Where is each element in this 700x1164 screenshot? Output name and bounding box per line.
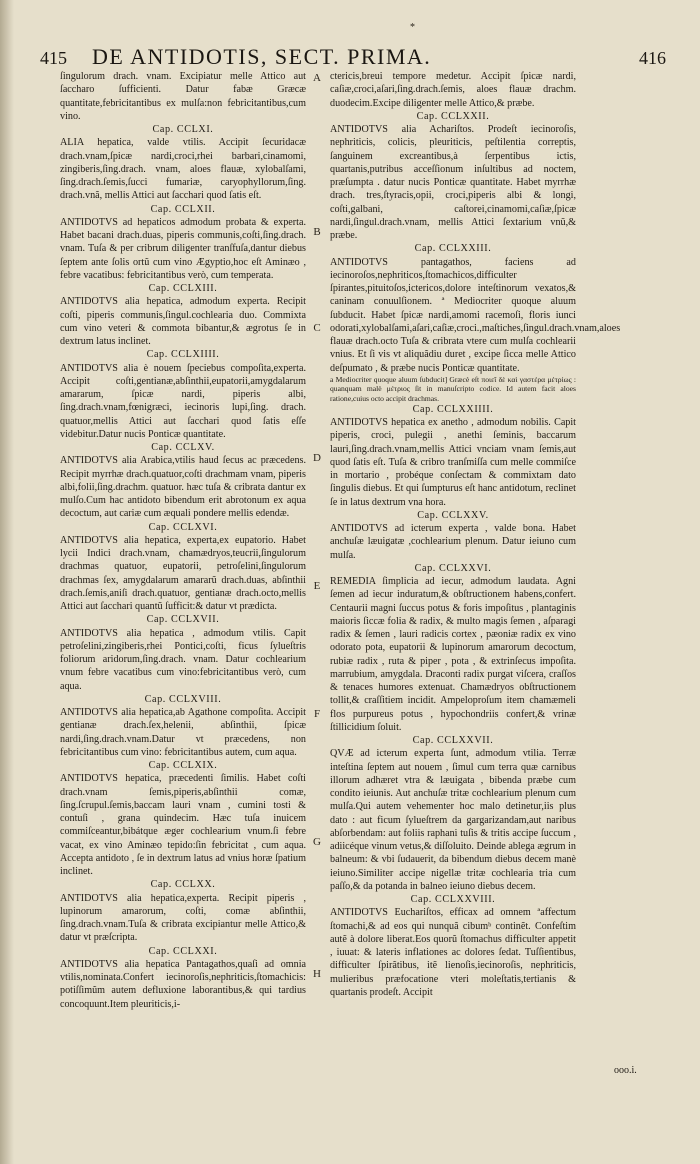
- page-number-left: 415: [40, 48, 67, 68]
- left-paragraph: ANTIDOTVS alia hepatica,experta. Recipit piperis , lupinorum amarorum, coſti, comæ abſinthii, ſing.drach.vnam.Tuſa & cribrata excipiantur melle Attico,& datur vt præſcripta.: [60, 892, 306, 944]
- margin-letter-c: C: [313, 322, 321, 334]
- right-footnote: a Mediocriter quoque aluum ſubducit] Græcè eſt ποιεῖ δὲ καὶ γαστέρα μέτρίως : quanquam malè μέτριος ſit in manuſcripto codice. Id autem facit aloes ratione,cuius octo accipit drachmas.: [330, 374, 576, 403]
- signature-mark: ooo.i.: [614, 1065, 637, 1076]
- margin-letter-e: E: [313, 580, 321, 592]
- right-paragraph: ctericis,breui tempore medetur. Accipit ſpicæ nardi, caſiæ,croci,aſari,ſing.drach.ſemis, aloes flauæ drachm. duodecim.Excipe diligenter melle Attico,& præbe.: [330, 71, 576, 109]
- margin-letter-h: H: [313, 968, 321, 980]
- right-chapter-heading: Cap. CCLXXVII.: [412, 735, 494, 747]
- right-chapter-heading: Cap. CCLXXVI.: [414, 562, 492, 574]
- left-chapter-heading: Cap. CCLXXI.: [148, 945, 218, 957]
- left-chapter-heading: Cap. CCLXIIII.: [146, 349, 220, 361]
- left-paragraph: ANTIDOTVS alia è nouem ſpeciebus compoſita,experta. Accipit coſti,gentianæ,abſinthii,eupatorii,amygdalarum amararum, ſpicæ nardi, piperis albi, ſing.drach.vnam,fœnigræci, iecinoris lupi,ſing. drach. quatuor,mellis Attici aut ſacchari quod ſatis eſſe videbitur.Datur nucis Ponticæ quantitate.: [60, 362, 306, 440]
- left-chapter-heading: Cap. CCLXV.: [151, 442, 215, 453]
- right-paragraph: REMEDIA ſimplicia ad iecur, admodum laudata. Agni ſemen ad iecur induratum,& obſtructionem habens,confert. Centaurii magni ſuccus potus & foris impoſitus , plantaginis maioris ſiccæ folia & radix, & multo magis ſemen , aſparagi radix & ſemen , lauri radicis cortex , pæoniæ radix ex vino odorato pota, eupatorii & lupinorum amarorum decoctum, rubiæ radix , ruta & piper , pota , & extrinſecus impoſita. marrubium, amygdala. Draconti radix purgat viſcera, craſſos & tenaces humores extenuat. Chamædryos obſtructionem tollit,& craſſitiem incidit. Ampeloproſum item chamæmeli flos purpureus potus , hypochondriis confert,& vrinæ ſtillicidium ſoluit.: [330, 576, 576, 733]
- left-chapter-heading: Cap. CCLXVI.: [148, 521, 218, 533]
- margin-letter-a: A: [313, 72, 321, 84]
- left-paragraph: ANTIDOTVS alia hepatica, admodum experta. Recipit coſti, piperis communis,ſingul.cochlearia duo. Commixta cum vino veteri & commota bibantur,& ægrotus ſe in dextrum latus inclinet.: [60, 296, 306, 347]
- right-paragraph: ANTIDOTVS Euchariſtos, efficax ad omnem ªaffectum ſtomachi,& ad eos qui nunquã cibumᵇ continẽt. Confeſtim autẽ à dolore liberat.Eos quorũ ſtomachus difficulter appetit , iuuat: & lateris inflationes ac dolores ſedat. Tuſſientibus, difficulter ſpirãtibus, itẽ lienoſis,iecinoroſis, nephriticis, mulieribus præfocatione vteri moleſtatis,tertianis & quartanis prodeſt. Accipit: [330, 907, 576, 998]
- page-number-right: 416: [639, 48, 666, 68]
- left-chapter-heading: Cap. CCLXIX.: [148, 760, 218, 771]
- right-paragraph: ANTIDOTVS ad icterum experta , valde bona. Habet anchuſæ læuigatæ ,cochlearium plenum. Datur ieiuno cum mulſa.: [330, 523, 576, 561]
- left-paragraph: ANTIDOTVS alia Arabica,vtilis haud ſecus ac præcedens. Recipit myrrhæ drach.quatuor,coſti drachmam vnam, piperis albi,folii,ſing.drachm. quatuor. hæc tuſa & cribrata dantur ex mulſo.Cum hac antidoto bibendum erit abrotonum ex aqua decoctum, aut cariæ cum æquali pondere mellis edendæ.: [60, 455, 306, 520]
- left-paragraph: ALIA hepatica, valde vtilis. Accipit ſecuridacæ drach.vnam,ſpicæ nardi,croci,rhei barbari,cinamomi, zingiberis,ſing.drach. vnam, aloes flauæ, xylobalſami, ſing.drach.ſemis,ſucci fumariæ, caryophyllorum,ſing. drach.vnã, mellis Attici aut ſacchari quod ſatis eſt.: [60, 137, 306, 202]
- running-head: [30, 44, 670, 70]
- page-title: DE ANTIDOTIS, SECT. PRIMA.: [92, 44, 432, 69]
- left-paragraph: ſingulorum drach. vnam. Excipiatur melle Attico aut ſaccharo ſufficienti. Datur fabæ Græcæ quantitate,febricitantibus ex mulſa:non febricitantibus,cum vino.: [60, 71, 306, 122]
- margin-letter-b: B: [313, 226, 321, 238]
- right-chapter-heading: Cap. CCLXXIIII.: [412, 403, 494, 415]
- left-paragraph: ANTIDOTVS hepatica, præcedenti ſimilis. Habet coſti drach.vnam ſemis,piperis,abſinthii comæ, ſing.ſcrupul.ſemis,baccam lauri vnam , cumini tosti & contuſi , grana quindecim. Hæc tuſa inuicem commiſceantur,bibátque æger cochlearium vnum.ſi febre vacat, ex vino Aminæo tepido:ſin febricitat , cum aqua. Accepta antidoto , ſe in dextrum latus ad vnius horæ ſpatium inclinet.: [60, 773, 306, 877]
- left-paragraph: ANTIDOTVS alia hepatica , admodum vtilis. Capit petroſelini,zingiberis,rhei Pontici,coſti, ficus ſylueſtris foliorum aridorum,ſing.drach. vnam. Datur cochlearium vnum febre vacatibus cum vino:febricitantibus verò, cum aqua.: [60, 627, 306, 692]
- left-chapter-heading: Cap. CCLXIII.: [148, 283, 218, 294]
- margin-letter-d: D: [313, 452, 321, 464]
- right-paragraph: ANTIDOTVS hepatica ex anetho , admodum nobilis. Capit piperis, croci, pulegii , anethi ſeminis, baccarum lauri,ſing.drach.vnam,mellis Attici vnciam vnam ſemis,aut quod ſatis eſt. Tuſa & cribro tranſmiſſa cum melle commiſce in mortario , probéque conſectam & commixtam dato ſingulis diebus. Et qui ſumpturus eſt hanc antidotum, reclinet ſe in latus dextrum vna hora.: [330, 417, 576, 508]
- right-column: [330, 70, 621, 1060]
- left-chapter-heading: Cap. CCLXVIII.: [144, 693, 222, 705]
- right-paragraph: ANTIDOTVS alia Achariſtos. Prodeſt iecinoroſis, nephriticis, colicis, pleuriticis, peſtilentia correptis, ſanguinem excreantibus,à ſerpentibus ictis, quartanis,putribus acceſſionum inſultibus ad noctem, præſumpta . datur nucis Ponticæ quantitate. Habet myrrhæ drach. tres,ſtyracis,opii, croci,piperis albi & longi, coſti,galbani, caſtorei,cinamomi,caſiæ,ſpicæ nardi,ſingul.drach.vnam, mellis Attici ſextarium vnũ,& præbe.: [330, 124, 576, 241]
- margin-letter-f: F: [313, 708, 321, 720]
- right-paragraph: QVÆ ad icterum experta ſunt, admodum vtilia. Terræ inteſtina ſeptem aut nouem , ſimul cum terra quæ carnibus illorum adhæret vtra & læuigata , bibenda præbe cum condito ieiunis. Aut anchuſæ tritæ cochlearium plenum cum mulſa.Qui autem vehementer hoc malo detinetur,iis plus dato : aut ficum ſylueſtrem da gargarizandam,aut naribus abſorbendam: aut foliis raphani tuſis & tritis accipe ſuccum , adiicéque vinum vetus,& diſſoluito. Deinde ablega ægrum in balneum: & vbi ſudauerit, da bibendum diebus decem manè ieiuno.Similiter accipe nigellæ tritæ cochlearia tria cum paſſo,& da potanda in balneo ieiuno diebus decem.: [330, 748, 576, 892]
- right-paragraph: ANTIDOTVS pantagathos, faciens ad iecinoroſos,nephriticos,ſtomachicos,difficulter ſpirantes,pituitoſos,ictericos,dolore inteſtinorum vexatos,& caninam conuulſionem. ª Mediocriter quoque aluum ſubducit. Habet ſpicæ nardi,amomi racemoſi, floris iunci odorati,xylobalſami,aſari,caſiæ,croci.,maſtiches,ſingul.drach.vnam,aloes flauæ drach.octo Tuſa & cribrata vtere cum mulſa cochlearii vnius. Et ſi vis vt aliquãdiu duret , excipe ſicca melle Attico deſpumato , & præbe nucis Ponticæ quantitate.: [330, 256, 621, 374]
- right-chapter-heading: Cap. CCLXXV.: [417, 509, 489, 521]
- margin-letter-g: G: [313, 836, 321, 848]
- right-chapter-heading: Cap. CCLXXVIII.: [410, 894, 496, 906]
- printer-mark: *: [410, 22, 415, 33]
- right-chapter-heading: Cap. CCLXXIII.: [414, 243, 492, 255]
- left-chapter-heading: Cap. CCLXVII.: [146, 614, 220, 626]
- left-chapter-heading: Cap. CCLXII.: [150, 203, 216, 215]
- left-column: [60, 70, 306, 1090]
- left-paragraph: ANTIDOTVS ad hepaticos admodum probata & experta. Habet bacani drach.duas, piperis communis,coſti,ſing.drach. vnam. Tuſa & per cribrum diligenter tranſfuſa,dantur diebus ſeptem ante ſolis ortũ cum vino Ægyptio,hoc eſt Aminæo , febre vacatibus: febricitantibus verò, cum temperata.: [60, 216, 306, 281]
- right-chapter-heading: Cap. CCLXXII.: [416, 110, 490, 122]
- left-paragraph: ANTIDOTVS alia hepatica, experta,ex eupatorio. Habet lycii Indici drach.vnam, chamædryos,teucrii,ſingulorum drachmas quatuor, eupatorii, petroſelini,ſingulorum drachmas ſex, amygdalarum amararũ drach.duas, abſinthii drach.ſemis,aniſi drach.quatuor, gentianæ drach.octo,mellis Attici aut ſacchari quantũ ſufficit:& datur vt prædicta.: [60, 534, 306, 612]
- left-chapter-heading: Cap. CCLXI.: [152, 124, 214, 135]
- left-paragraph: ANTIDOTVS alia hepatica Pantagathos,quaſi ad omnia vtilis,nominata.Confert iecinoroſis,nephriticis,ſtomachicis: potiſſimũm autem defluxione laborantibus,& qui tardius concoquunt.Item pleuriticis,i-: [60, 958, 306, 1010]
- left-paragraph: ANTIDOTVS alia hepatica,ab Agathone compoſita. Accipit gentianæ drach.ſex,helenii, abſinthii, ſpicæ nardi,ſing.drach.vnam.Datur vt præcedens, non febricitantibus cum vino: febricitantibus autem, cum aqua.: [60, 707, 306, 758]
- left-chapter-heading: Cap. CCLXX.: [150, 879, 216, 891]
